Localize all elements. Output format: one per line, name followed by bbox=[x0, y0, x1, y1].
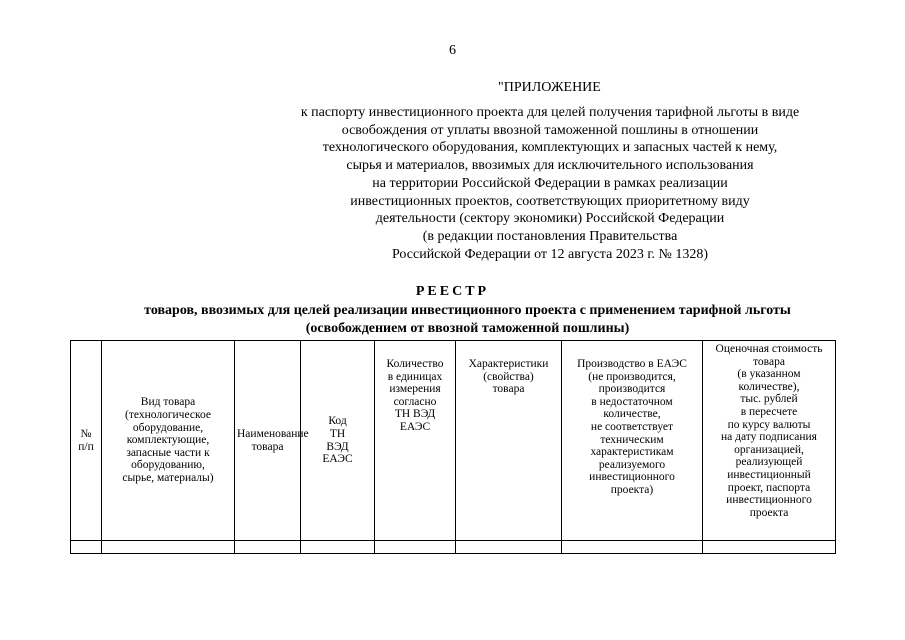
header-line: проекта) bbox=[610, 483, 654, 496]
header-line: не соответствует bbox=[590, 420, 674, 433]
header-cell-tn-ved-code bbox=[301, 341, 375, 541]
table-cell bbox=[71, 541, 102, 554]
header-line: товара bbox=[492, 383, 525, 396]
header-line: (свойства) bbox=[483, 370, 534, 383]
header-text bbox=[73, 428, 99, 453]
header-line: (технологическое bbox=[125, 409, 211, 422]
header-line: проекта bbox=[749, 506, 789, 519]
header-line: ЕАЭС bbox=[399, 420, 431, 433]
table-cell bbox=[703, 541, 836, 554]
header-line: Производство в ЕАЭС bbox=[577, 358, 687, 370]
appendix-description bbox=[270, 104, 830, 263]
header-text bbox=[104, 396, 232, 484]
appendix-line: (в редакции постановления Правительства bbox=[422, 228, 678, 244]
header-line: количестве, bbox=[603, 408, 661, 421]
header-line: характеристикам bbox=[590, 446, 674, 459]
header-text bbox=[377, 358, 453, 434]
table-cell bbox=[375, 541, 456, 554]
header-line: в единицах bbox=[387, 370, 443, 383]
header-line: по курсу валюты bbox=[727, 418, 811, 431]
header-line: комплектующие, bbox=[126, 434, 210, 447]
header-line: ТН ВЭД bbox=[394, 408, 436, 421]
header-line: ТН bbox=[329, 427, 346, 440]
header-line: на дату подписания bbox=[721, 431, 817, 444]
header-line: (не производится, bbox=[588, 370, 676, 383]
header-line: организацией, bbox=[734, 443, 804, 456]
table-row bbox=[71, 541, 836, 554]
header-line: товара bbox=[753, 355, 785, 368]
header-cell-number bbox=[71, 341, 102, 541]
header-line: реализуемого bbox=[598, 458, 666, 471]
appendix-line: технологического оборудования, комплектующих и запасных частей к нему, bbox=[322, 140, 778, 156]
header-line: в недостаточном bbox=[591, 395, 673, 408]
header-line: оборудованию, bbox=[131, 459, 205, 472]
header-line: тыс. рублей bbox=[740, 393, 798, 406]
appendix-title: "ПРИЛОЖЕНИЕ bbox=[498, 80, 601, 95]
registry-subtitle-line: товаров, ввозимых для целей реализации инвестиционного проекта с применением тарифной льготы bbox=[144, 303, 791, 318]
header-line: техническим bbox=[600, 433, 664, 446]
appendix-line: Российской Федерации от 12 августа 2023 г. № 1328) bbox=[391, 246, 708, 262]
header-line: оборудование, bbox=[132, 421, 204, 434]
header-line: инвестиционного bbox=[589, 471, 675, 484]
header-line: п/п bbox=[78, 440, 94, 453]
header-line: инвестиционный bbox=[727, 468, 811, 481]
registry-table bbox=[70, 340, 836, 554]
header-line: согласно bbox=[393, 395, 437, 408]
registry-subtitle-line: (освобождением от ввозной таможенной пошлины) bbox=[305, 321, 630, 336]
header-cell-quantity bbox=[375, 341, 456, 541]
table-cell bbox=[301, 541, 375, 554]
header-line: Характеристики bbox=[468, 358, 549, 370]
header-line: Вид товара bbox=[140, 396, 196, 409]
header-cell-goods-name bbox=[235, 341, 309, 541]
header-text bbox=[705, 343, 833, 519]
header-cell-characteristics bbox=[456, 341, 562, 541]
header-line: запасные части к bbox=[126, 446, 210, 459]
appendix-line: деятельности (сектору экономики) Российской Федерации bbox=[375, 211, 725, 227]
header-text bbox=[564, 358, 700, 497]
table-cell bbox=[235, 541, 301, 554]
registry-subtitle bbox=[30, 302, 905, 338]
header-line: ВЭД bbox=[326, 440, 349, 453]
header-cell-eaeu-production bbox=[562, 341, 703, 541]
appendix-line: инвестиционных проектов, соответствующих приоритетному виду bbox=[350, 193, 750, 209]
header-text bbox=[303, 415, 372, 465]
header-line: измерения bbox=[389, 383, 441, 396]
table-cell bbox=[102, 541, 235, 554]
table-header-row bbox=[71, 341, 836, 541]
appendix-line: на территории Российской Федерации в рамках реализации bbox=[372, 175, 728, 191]
header-text bbox=[237, 427, 309, 453]
header-line: сырье, материалы) bbox=[122, 471, 214, 484]
table-cell bbox=[562, 541, 703, 554]
header-line: реализующей bbox=[735, 456, 803, 469]
appendix-line: сырья и материалов, ввозимых для исключительного использования bbox=[346, 158, 754, 174]
header-line: № bbox=[80, 427, 92, 440]
header-cell-estimated-value bbox=[703, 341, 836, 541]
header-line: проект, паспорта bbox=[727, 481, 811, 494]
header-line: Количество bbox=[386, 358, 444, 370]
table-cell bbox=[456, 541, 562, 554]
appendix-line: освобождения от уплаты ввозной таможенной пошлины в отношении bbox=[341, 122, 759, 138]
appendix-line: к паспорту инвестиционного проекта для целей получения тарифной льготы в виде bbox=[300, 105, 800, 120]
header-line: Код bbox=[328, 415, 347, 428]
header-line: производится bbox=[598, 383, 666, 396]
header-line: инвестиционного bbox=[726, 494, 812, 507]
page-number: 6 bbox=[449, 43, 456, 58]
header-line: (в указанном bbox=[737, 368, 801, 381]
header-line: в пересчете bbox=[740, 405, 798, 418]
header-line: ЕАЭС bbox=[322, 453, 353, 466]
registry-title: РЕЕСТР bbox=[415, 284, 490, 299]
header-cell-goods-type bbox=[102, 341, 235, 541]
header-line: Оценочная стоимость bbox=[715, 343, 823, 355]
header-line: товара bbox=[251, 440, 284, 453]
header-line: Наименование bbox=[237, 427, 309, 440]
header-text bbox=[458, 358, 559, 396]
header-line: количестве), bbox=[738, 380, 800, 393]
